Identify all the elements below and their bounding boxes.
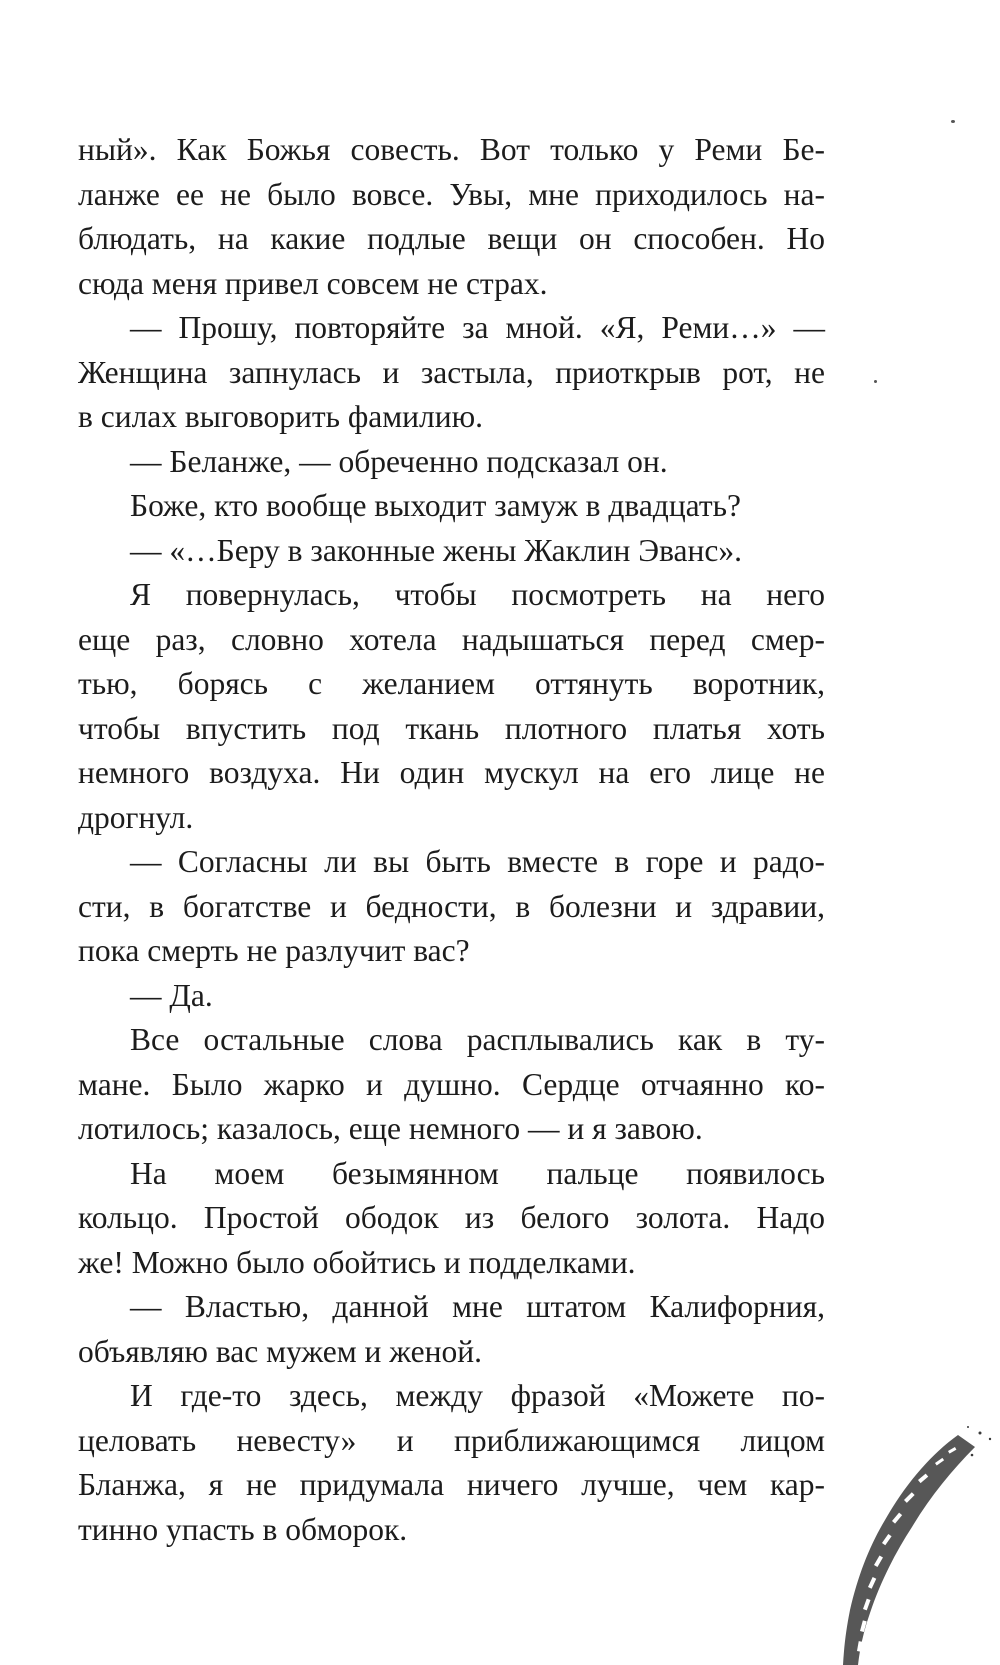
text-line: целовать невесту» и приближающимся лицом xyxy=(78,1422,825,1458)
text-line: блюдать, на какие подлые вещи он способен. Но xyxy=(78,221,825,256)
tire-track-ornament-icon xyxy=(800,1425,1000,1665)
text-line: — Да. xyxy=(130,977,213,1013)
text-line: Я повернулась, чтобы посмотреть на него xyxy=(130,577,825,612)
text-line: Все остальные слова расплывались как в ту- xyxy=(130,1022,825,1057)
text-line: — Прошу, повторяйте за мной. «Я, Реми…» — xyxy=(130,310,825,345)
text-line: тинно упасть в обморок. xyxy=(78,1511,408,1547)
text-line: На моем безымянном пальце появилось xyxy=(130,1155,825,1191)
text-line: пока смерть не разлучит вас? xyxy=(78,933,470,968)
text-line: Женщина запнулась и застыла, приоткрыв рот, не xyxy=(78,354,825,390)
text-line: сти, в богатстве и бедности, в болезни и здравии, xyxy=(78,888,825,924)
text-line: ный». Как Божья совесть. Вот только у Реми Бе- xyxy=(78,132,825,167)
text-line: в силах выговорить фамилию. xyxy=(78,399,484,434)
text-line: Бланжа, я не придумала ничего лучше, чем кар- xyxy=(78,1467,825,1502)
text-line: — «…Беру в законные жены Жаклин Эванс». xyxy=(130,532,742,568)
page-text xyxy=(78,128,825,1552)
text-line: чтобы впустить под ткань плотного платья хоть xyxy=(78,710,825,746)
text-line: же! Можно было обойтись и подделками. xyxy=(78,1244,636,1280)
margin-speck xyxy=(874,380,877,383)
text-line: — Согласны ли вы быть вместе в горе и радо- xyxy=(130,844,825,879)
text-line: Боже, кто вообще выходит замуж в двадцать? xyxy=(130,488,741,523)
text-line: — Властью, данной мне штатом Калифорния, xyxy=(130,1289,825,1324)
text-line: мане. Было жарко и душно. Сердце отчаянно ко- xyxy=(78,1066,825,1102)
text-line: кольцо. Простой ободок из белого золота. Надо xyxy=(78,1200,825,1235)
text-line: дрогнул. xyxy=(78,799,194,835)
text-line: И где-то здесь, между фразой «Можете по- xyxy=(130,1378,825,1413)
text-line: еще раз, словно хотела надышаться перед смер- xyxy=(78,621,825,657)
text-line: объявляю вас мужем и женой. xyxy=(78,1333,482,1369)
text-line: немного воздуха. Ни один мускул на его лице не xyxy=(78,755,825,790)
margin-speck xyxy=(951,120,955,123)
text-line: — Беланже, — обреченно подсказал он. xyxy=(130,443,668,479)
text-line: лотилось; казалось, еще немного — и я завою. xyxy=(78,1111,703,1146)
text-line: ланже ее не было вовсе. Увы, мне приходилось на- xyxy=(78,176,825,212)
text-line: сюда меня привел совсем не страх. xyxy=(78,265,548,301)
text-line: тью, борясь с желанием оттянуть воротник, xyxy=(78,666,825,701)
